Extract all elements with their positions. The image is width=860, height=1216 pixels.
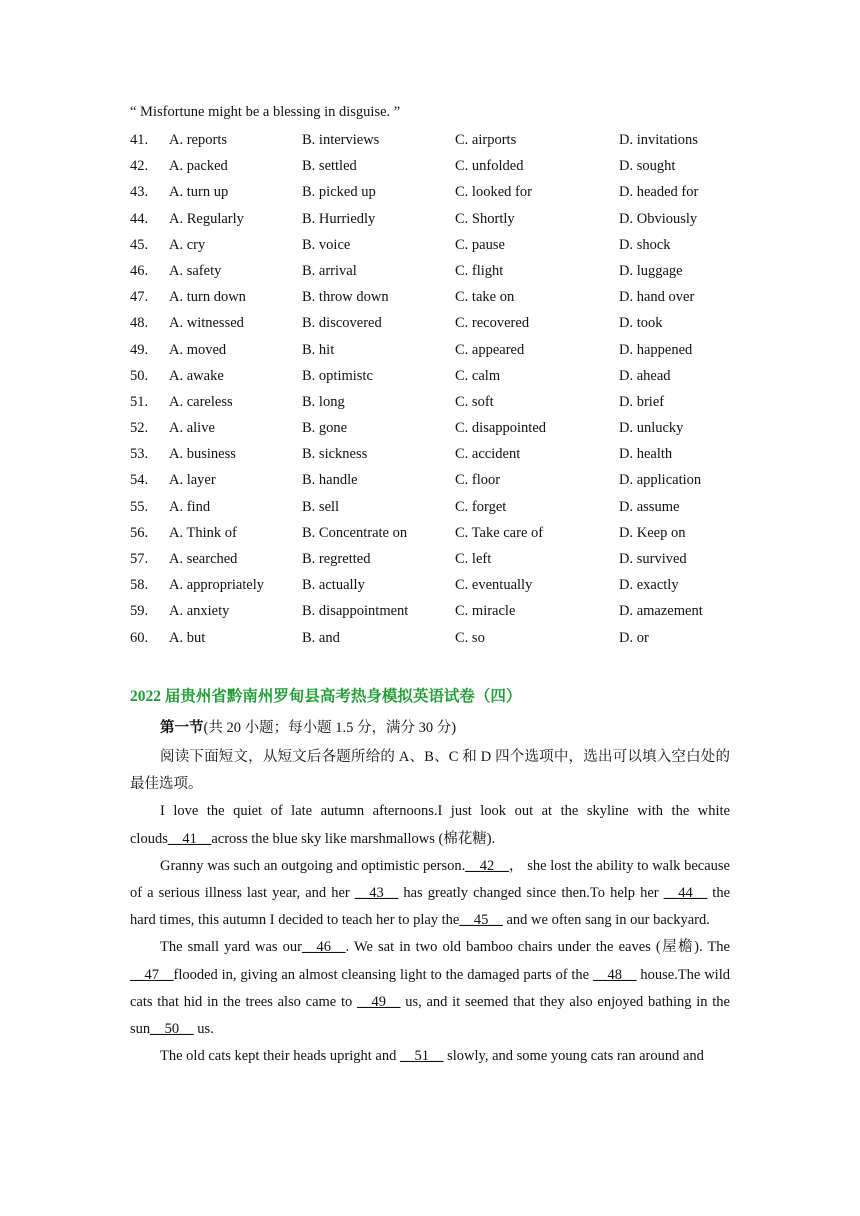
question-row (130, 549, 740, 575)
option-c: C. calm (455, 367, 501, 384)
option-c: C. soft (455, 393, 494, 410)
option-c: C. Shortly (455, 210, 515, 227)
question-row (130, 156, 740, 182)
option-a: A. turn up (169, 184, 229, 201)
option-a: A. appropriately (169, 577, 265, 594)
proverb-quote: “ Misfortune might be a blessing in disguise. ” (130, 104, 401, 120)
option-a: A. Regularly (169, 210, 244, 227)
option-c: C. forget (455, 498, 507, 515)
option-d: D. health (619, 446, 673, 463)
blank-49: __49__ (357, 993, 401, 1010)
blank-44: __44__ (663, 885, 708, 902)
option-b: B. interviews (302, 132, 380, 148)
passage-paragraph-3: The small yard was our__46__. We sat in two old bamboo chairs under the eaves (屋檐). The __47__flooded in, giving an almost cleansing light to the damaged parts of the __48__ house.The wild cats that hid in the trees also came to __49__ us, and it seemed that they also enjoyed bathing in the sun__50__ us. (130, 939, 730, 1038)
option-c: C. floor (455, 472, 501, 489)
option-b: B. Concentrate on (302, 524, 408, 541)
option-d: D. invitations (619, 132, 698, 148)
question-row (130, 470, 740, 496)
option-c: C. accident (455, 446, 521, 463)
question-row (130, 444, 740, 470)
section-label: 第一节 (160, 720, 204, 736)
question-number: 57. (130, 551, 149, 567)
option-c: C. so (455, 629, 485, 646)
blank-51: __51__ (400, 1048, 444, 1065)
option-b: B. long (302, 393, 345, 410)
question-number: 44. (130, 210, 149, 227)
question-number: 51. (130, 393, 149, 410)
question-number: 49. (130, 341, 149, 358)
question-number: 59. (130, 603, 149, 620)
question-row (130, 601, 740, 627)
question-number: 52. (130, 420, 149, 437)
option-d: D. took (619, 315, 663, 332)
option-c: C. flight (455, 262, 504, 279)
blank-45: __45__ (459, 912, 503, 929)
passage-paragraph-2: Granny was such an outgoing and optimistic person.__42__， she lost the ability to walk because of a serious illness last year, and her __43__ has greatly changed since then.To help her __44__ the hard times, this autumn I decided to teach her to play the__45__ and we often sang in our backyard. (130, 857, 731, 929)
question-number: 45. (130, 236, 149, 253)
option-d: D. happened (619, 341, 693, 358)
option-c: C. appeared (455, 341, 525, 358)
option-c: C. disappointed (455, 420, 547, 437)
option-c: C. recovered (455, 315, 530, 332)
passage-paragraph-4: The old cats kept their heads upright and __51__ slowly, and some young cats ran around and (160, 1048, 704, 1065)
option-d: D. amazement (619, 603, 703, 620)
option-a: A. witnessed (169, 315, 244, 332)
question-row (130, 340, 740, 366)
option-b: B. Hurriedly (302, 210, 376, 227)
passage-paragraph-1: I love the quiet of late autumn afternoons.I just look out at the skyline with the white clouds__41__across the blue sky like marshmallows (棉花糖). (130, 803, 730, 847)
option-c: C. left (455, 551, 492, 567)
question-row (130, 130, 740, 156)
option-d: D. survived (619, 551, 687, 567)
option-c: C. unfolded (455, 158, 524, 175)
blank-47: __47__ (130, 966, 174, 983)
option-a: A. find (169, 498, 211, 515)
option-a: A. careless (169, 393, 233, 410)
exam-title: 2022 届贵州省黔南州罗甸县高考热身模拟英语试卷（四） (130, 688, 522, 705)
question-row (130, 418, 740, 444)
blank-42: __42__ (465, 857, 509, 874)
question-row (130, 235, 740, 261)
option-b: B. handle (302, 472, 358, 489)
question-number: 42. (130, 158, 149, 175)
option-d: D. application (619, 472, 702, 489)
question-row (130, 628, 740, 654)
option-a: A. Think of (169, 524, 237, 541)
question-row (130, 497, 740, 523)
question-row (130, 209, 740, 235)
option-d: D. unlucky (619, 420, 684, 437)
question-number: 50. (130, 367, 149, 384)
option-b: B. throw down (302, 289, 389, 306)
option-a: A. layer (169, 472, 216, 489)
option-d: D. assume (619, 498, 680, 515)
option-c: C. pause (455, 236, 505, 253)
option-c: C. take on (455, 289, 515, 306)
section-note: (共 20 小题；每小题 1.5 分，满分 30 分) (203, 720, 457, 736)
option-b: B. arrival (302, 262, 357, 279)
option-a: A. safety (169, 262, 222, 279)
option-b: B. gone (302, 420, 348, 437)
option-a: A. turn down (169, 289, 246, 306)
question-number: 41. (130, 132, 149, 148)
blank-50: __50__ (150, 1021, 194, 1038)
option-a: A. awake (169, 367, 224, 384)
question-number: 54. (130, 472, 149, 489)
question-number: 60. (130, 629, 149, 646)
question-row (130, 287, 740, 313)
option-d: D. Obviously (619, 210, 698, 227)
option-b: B. hit (302, 341, 335, 358)
option-b: B. disappointment (302, 603, 409, 620)
question-number: 53. (130, 446, 149, 463)
blank-46: __46__ (302, 939, 346, 956)
option-c: C. looked for (455, 184, 532, 201)
option-d: D. Keep on (619, 524, 686, 541)
question-number: 47. (130, 289, 149, 306)
option-a: A. searched (169, 551, 238, 567)
question-number: 46. (130, 262, 149, 279)
question-number: 48. (130, 315, 149, 332)
question-row (130, 392, 740, 418)
option-b: B. optimistc (302, 367, 373, 384)
option-a: A. but (169, 629, 206, 646)
option-d: D. shock (619, 236, 671, 253)
option-d: D. brief (619, 393, 665, 410)
blank-48: __48__ (592, 966, 637, 983)
option-a: A. moved (169, 341, 227, 358)
option-a: A. anxiety (169, 603, 230, 620)
question-number: 58. (130, 577, 149, 594)
blank-41: __41__ (167, 830, 212, 847)
option-a: A. business (169, 446, 236, 463)
option-b: B. discovered (302, 315, 382, 332)
option-d: D. ahead (619, 367, 671, 384)
instructions: 阅读下面短文，从短文后各题所给的 A、B、C 和 D 四个选项中，选出可以填入空白处的最佳选项。 (130, 749, 730, 793)
option-b: B. settled (302, 158, 357, 175)
question-number: 55. (130, 498, 149, 515)
question-row (130, 575, 740, 601)
option-b: B. actually (302, 577, 365, 594)
option-c: C. miracle (455, 603, 516, 620)
blank-43: __43__ (354, 885, 399, 902)
question-number: 43. (130, 184, 149, 201)
section-header (160, 716, 456, 737)
question-number: 56. (130, 524, 149, 541)
question-row (130, 523, 740, 549)
option-c: C. airports (455, 132, 517, 148)
option-b: B. sell (302, 498, 340, 515)
option-a: A. packed (169, 158, 228, 175)
answer-options-table (130, 130, 740, 654)
passage (130, 744, 730, 1070)
option-d: D. or (619, 629, 649, 646)
question-row (130, 261, 740, 287)
question-row (130, 182, 740, 208)
option-a: A. cry (169, 236, 206, 253)
option-d: D. headed for (619, 184, 699, 201)
option-d: D. hand over (619, 289, 695, 306)
option-b: B. regretted (302, 551, 371, 567)
option-c: C. Take care of (455, 524, 544, 541)
option-b: B. picked up (302, 184, 376, 201)
option-d: D. luggage (619, 262, 683, 279)
question-row (130, 366, 740, 392)
option-b: B. sickness (302, 446, 368, 463)
option-a: A. alive (169, 420, 215, 437)
option-b: B. voice (302, 236, 351, 253)
option-a: A. reports (169, 132, 227, 148)
option-b: B. and (302, 629, 340, 646)
option-d: D. sought (619, 158, 676, 175)
option-c: C. eventually (455, 577, 533, 594)
option-d: D. exactly (619, 577, 679, 594)
question-row (130, 313, 740, 339)
